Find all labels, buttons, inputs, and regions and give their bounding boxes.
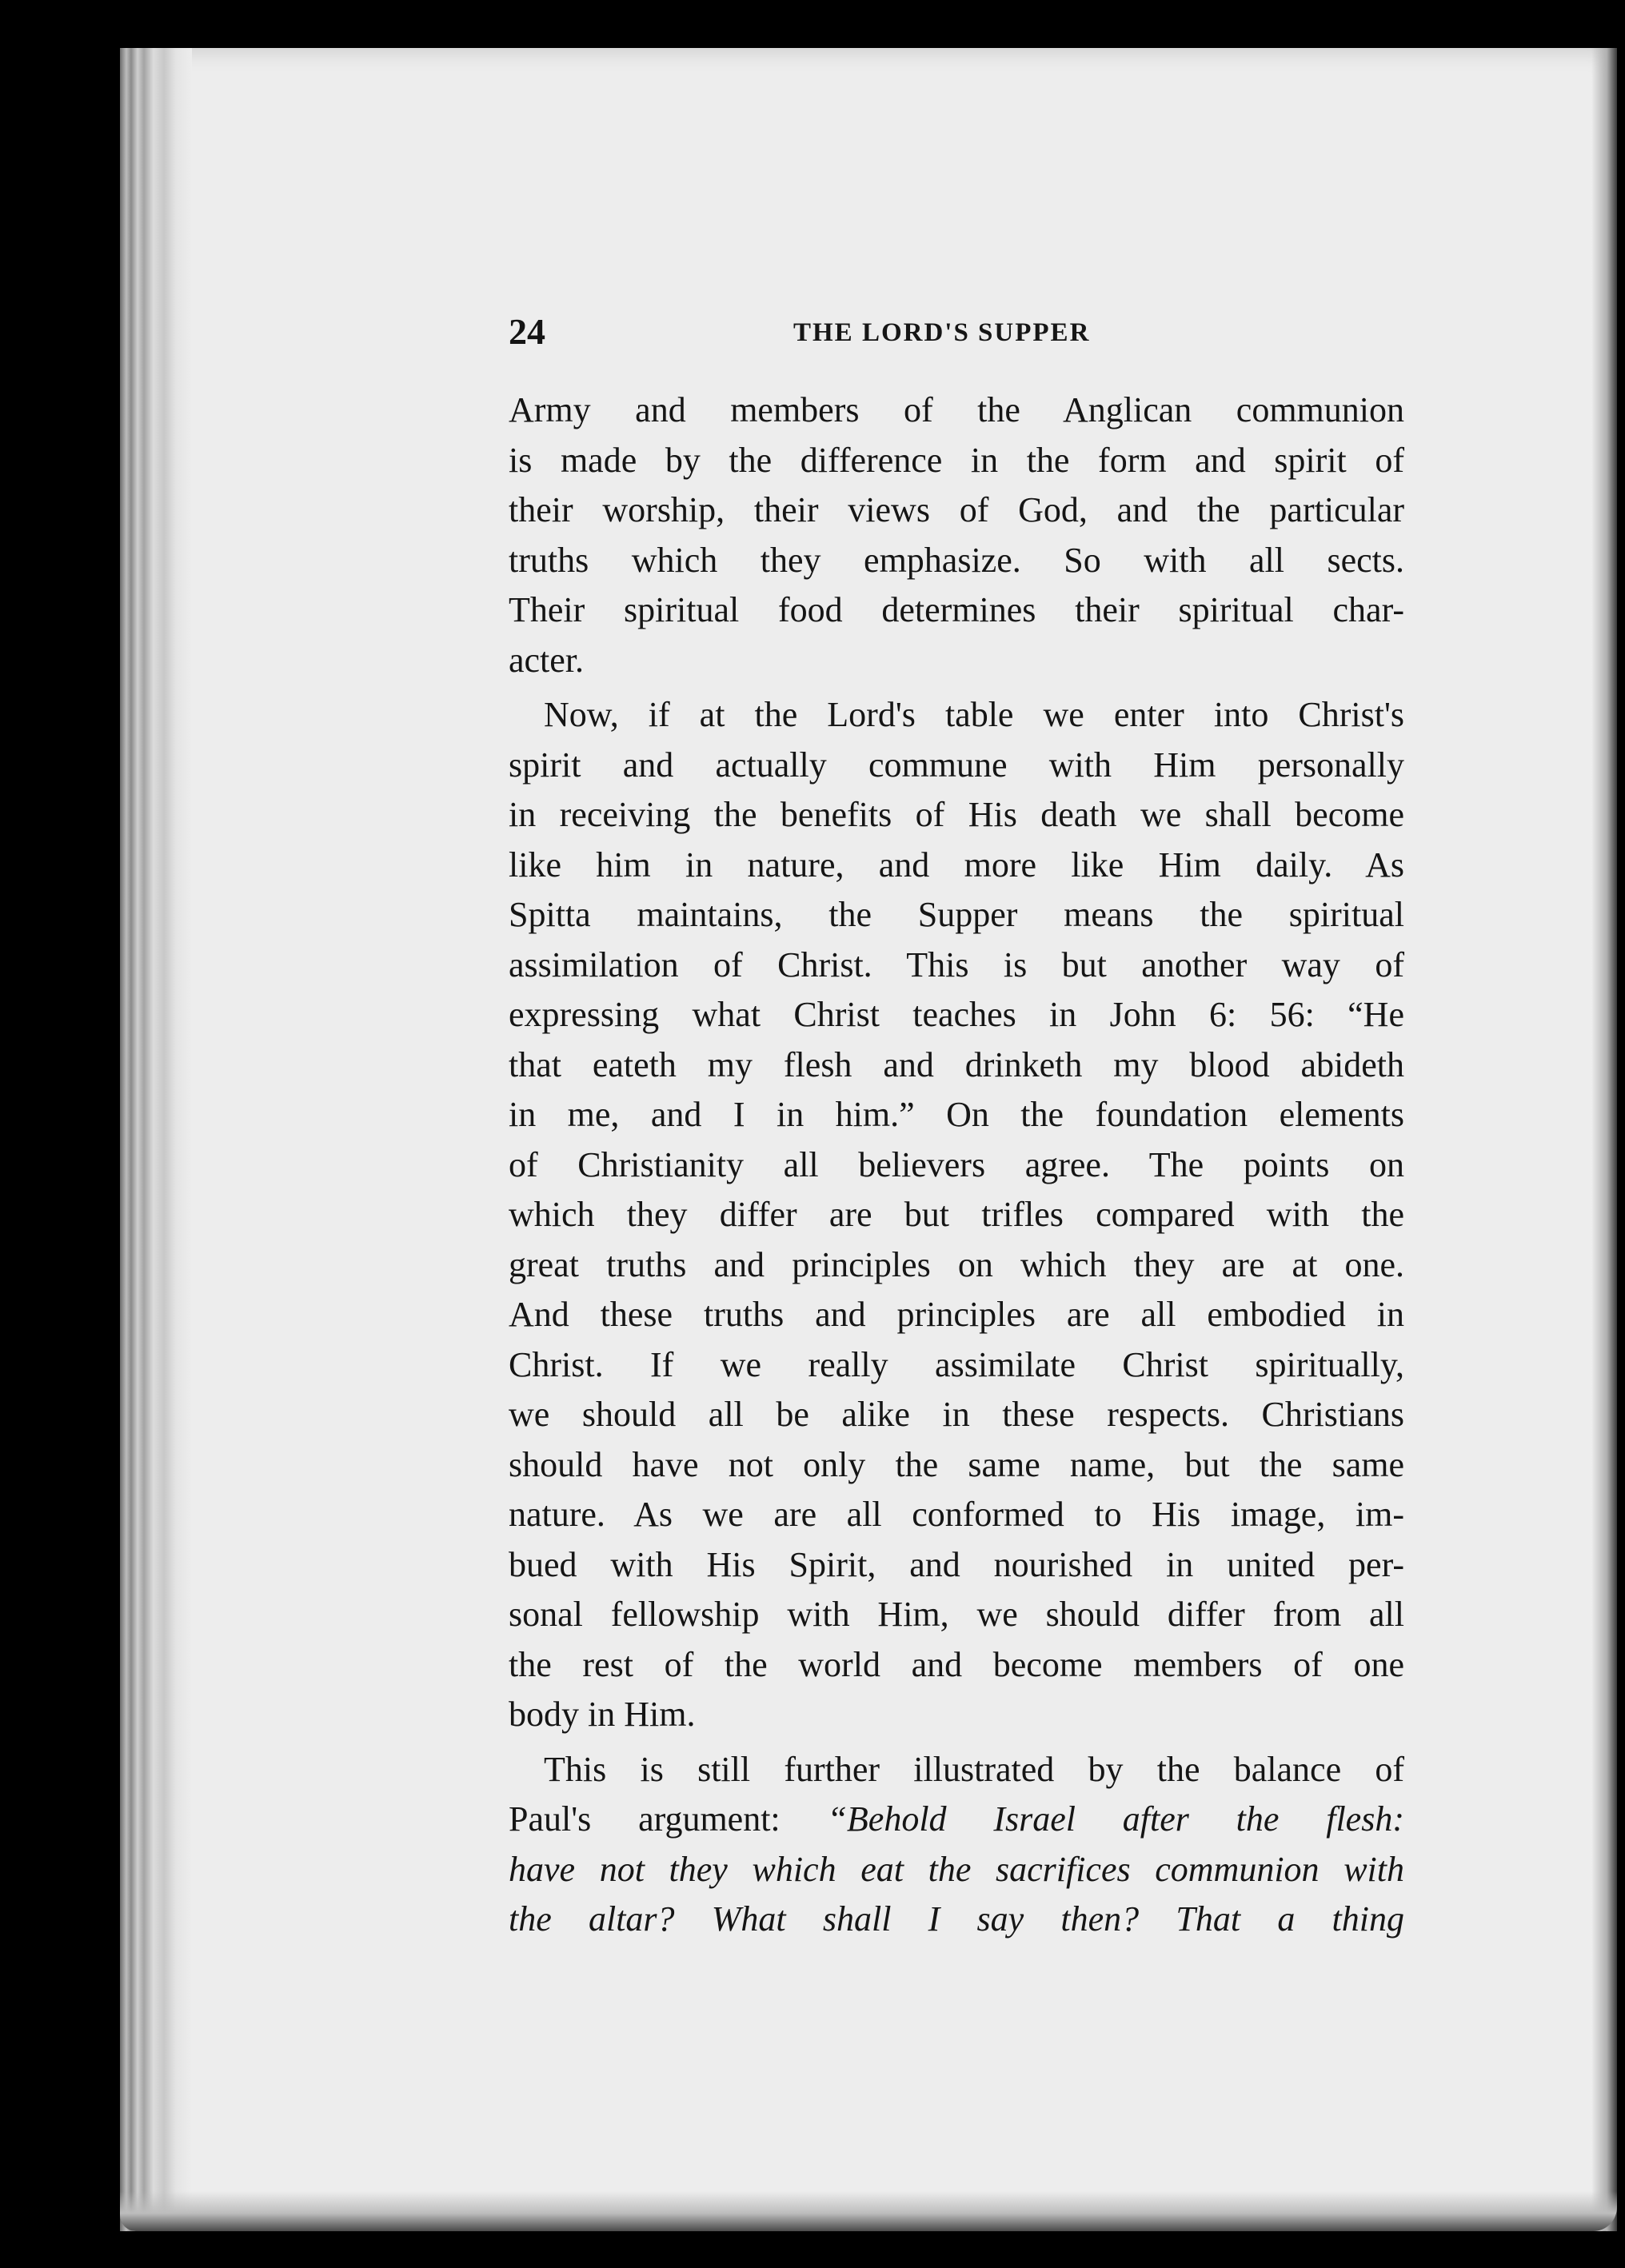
paragraph-2 bbox=[509, 690, 1404, 1740]
text-line: like him in nature, and more like Him daily. As bbox=[509, 845, 1404, 884]
text-line: great truths and principles on which they are at one. bbox=[509, 1244, 1404, 1284]
text-roman: Paul's argument: bbox=[509, 1799, 828, 1839]
text-line: the rest of the world and become members of one bbox=[509, 1644, 1404, 1684]
body-text bbox=[509, 385, 1404, 1945]
text-line: in receiving the benefits of His death we shall become bbox=[509, 795, 1404, 834]
text-line: assimilation of Christ. This is but another way of bbox=[509, 944, 1404, 984]
page-binding-edge bbox=[120, 48, 192, 2231]
quotation-italic: “Behold Israel after the flesh: bbox=[827, 1799, 1404, 1839]
text-line: body in Him. bbox=[509, 1695, 696, 1734]
text-line: in me, and I in him.” On the foundation elements bbox=[509, 1095, 1404, 1134]
page-right-edge bbox=[1591, 48, 1617, 2231]
text-line: And these truths and principles are all embodied in bbox=[509, 1295, 1404, 1334]
text-line: sonal fellowship with Him, we should differ from all bbox=[509, 1595, 1404, 1634]
text-line: of Christianity all believers agree. The points on bbox=[509, 1144, 1404, 1184]
text-line: should have not only the same name, but the same bbox=[509, 1444, 1404, 1484]
text-line: that eateth my flesh and drinketh my blood abideth bbox=[509, 1044, 1404, 1084]
page-bottom-edge bbox=[120, 2191, 1617, 2231]
text-line: we should all be alike in these respects. Christians bbox=[509, 1395, 1404, 1434]
paragraph-1 bbox=[509, 385, 1404, 685]
text-line bbox=[509, 1795, 1404, 1845]
text-line: bued with His Spirit, and nourished in united per- bbox=[509, 1544, 1404, 1584]
text-line: nature. As we are all conformed to His image, im- bbox=[509, 1495, 1404, 1534]
text-line: Christ. If we really assimilate Christ spiritually, bbox=[509, 1344, 1404, 1384]
text-line: expressing what Christ teaches in John 6: 56: “He bbox=[509, 995, 1404, 1034]
page-number: 24 bbox=[509, 311, 545, 352]
text-line: truths which they emphasize. So with all sects. bbox=[509, 540, 1404, 580]
paragraph-3 bbox=[509, 1745, 1404, 1945]
text-line: Their spiritual food determines their spiritual char- bbox=[509, 590, 1404, 629]
quotation-italic: the altar? What shall I say then? That a thing bbox=[509, 1899, 1404, 1939]
text-line: spirit and actually commune with Him personally bbox=[509, 745, 1404, 785]
text-line: This is still further illustrated by the balance of bbox=[544, 1749, 1404, 1789]
text-line: Spitta maintains, the Supper means the spiritual bbox=[509, 895, 1404, 934]
running-head bbox=[509, 310, 1404, 358]
text-line: Now, if at the Lord's table we enter into Christ's bbox=[544, 695, 1404, 734]
text-line: which they differ are but trifles compared with the bbox=[509, 1195, 1404, 1234]
text-line: is made by the difference in the form and spirit of bbox=[509, 440, 1404, 480]
text-line: acter. bbox=[509, 640, 585, 680]
quotation-italic: have not they which eat the sacrifices communion with bbox=[509, 1849, 1404, 1889]
text-line: Army and members of the Anglican communion bbox=[509, 390, 1404, 429]
text-line: their worship, their views of God, and the particular bbox=[509, 490, 1404, 529]
running-title: THE LORD'S SUPPER bbox=[793, 318, 1091, 347]
